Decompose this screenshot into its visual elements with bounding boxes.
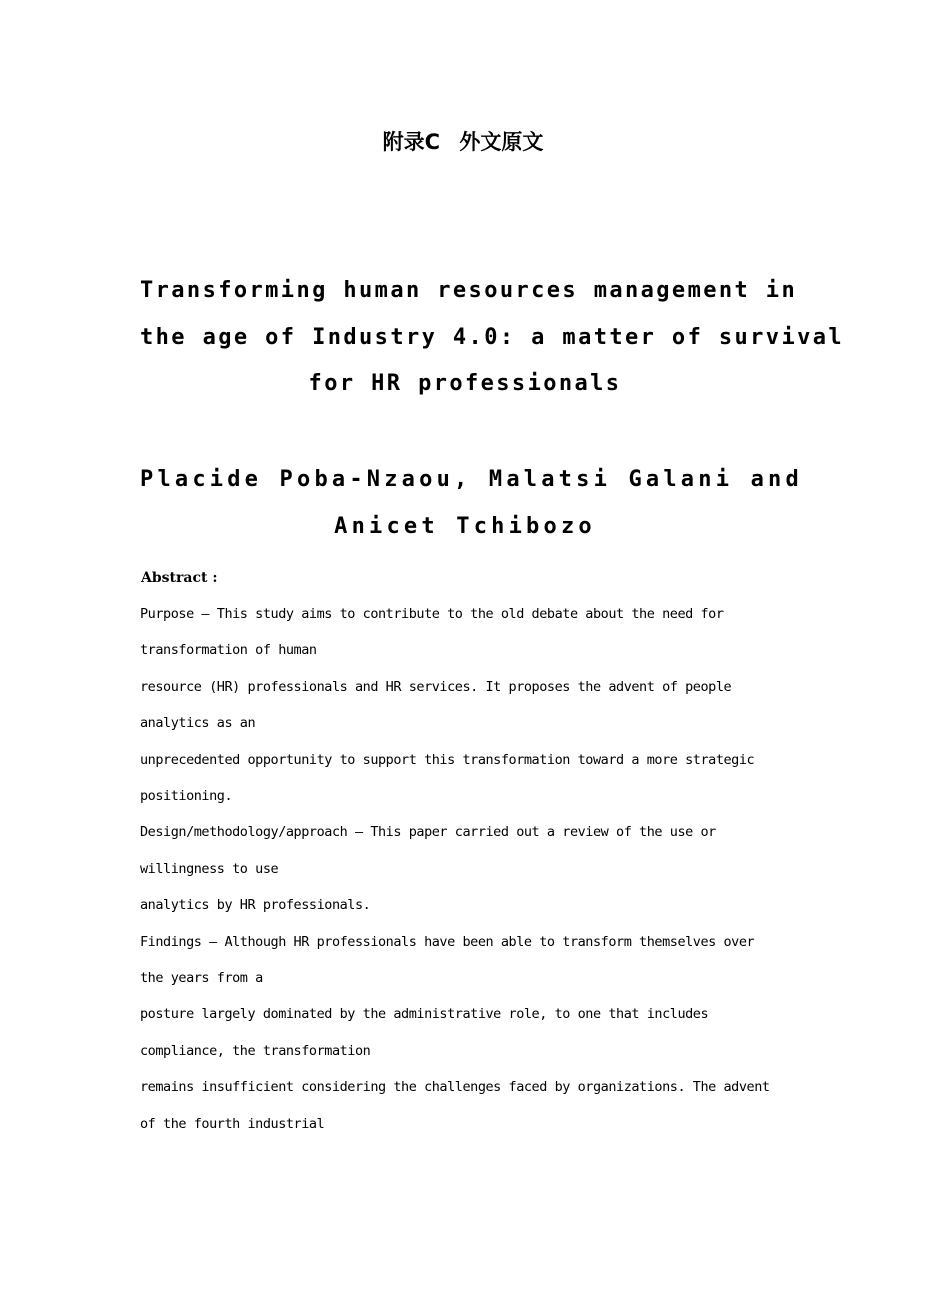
paper-title	[140, 268, 845, 408]
abstract-line: posture largely dominated by the administrative role, to one that includes	[140, 1006, 709, 1023]
abstract-line: compliance, the transformation	[140, 1042, 371, 1059]
paper-title-line: Transforming human resources management in	[140, 278, 798, 303]
abstract-line: positioning.	[140, 788, 233, 805]
abstract-body	[140, 596, 800, 1142]
abstract-line: Findings – Although HR professionals have been able to transform themselves over	[140, 933, 755, 950]
author-line: Placide Poba-Nzaou, Malatsi Galani and	[140, 467, 803, 492]
author-list	[140, 457, 803, 550]
abstract-line: Purpose – This study aims to contribute to the old debate about the need for	[140, 606, 724, 622]
abstract-line: remains insufficient considering the challenges faced by organizations. The advent	[140, 1079, 770, 1096]
paper-title-line: the age of Industry 4.0: a matter of survival	[140, 324, 845, 350]
paper-title-line: for HR professionals	[308, 371, 622, 396]
abstract-line: unprecedented opportunity to support this transformation toward a more strategic	[140, 751, 755, 768]
abstract-line: of the fourth industrial	[140, 1115, 325, 1132]
appendix-heading: 附录C 外文原文	[382, 130, 544, 154]
author-line: Anicet Tchibozo	[334, 513, 596, 539]
abstract-line: resource (HR) professionals and HR services. It proposes the advent of people	[140, 678, 732, 695]
abstract-line: willingness to use	[140, 860, 279, 877]
abstract-line: Design/methodology/approach – This paper carried out a review of the use or	[140, 824, 716, 841]
abstract-line: analytics by HR professionals.	[140, 897, 371, 914]
abstract-line: the years from a	[140, 970, 263, 987]
abstract-line: transformation of human	[140, 642, 317, 659]
abstract-label: Abstract :	[141, 570, 218, 586]
abstract-line: analytics as an	[140, 715, 256, 732]
